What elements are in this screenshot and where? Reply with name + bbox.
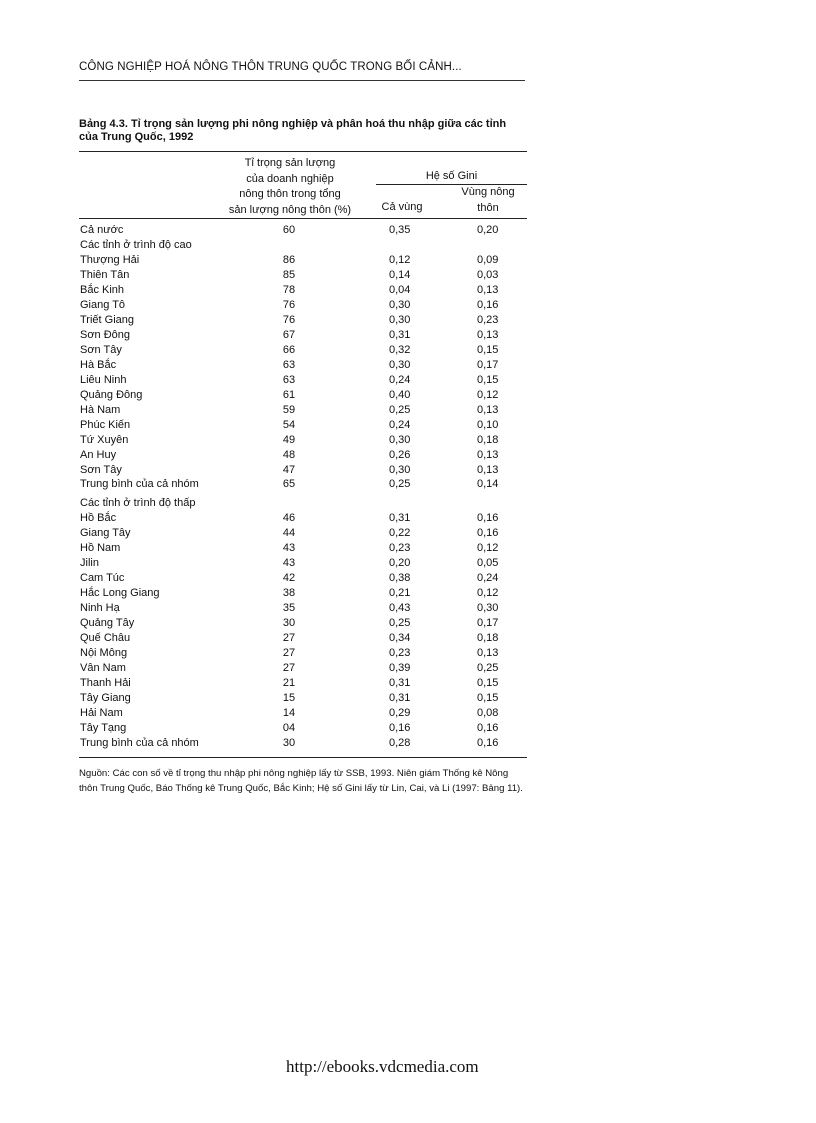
table-row	[79, 388, 527, 403]
table-row	[79, 601, 527, 616]
gini-rural-cell: 0,18	[477, 632, 499, 645]
table-row	[79, 343, 527, 358]
gini-overall-cell: 0,24	[389, 418, 411, 431]
gini-rural-cell: 0,13	[477, 283, 499, 296]
row-name: Cam Túc	[80, 572, 125, 585]
gini-overall-cell: 0,20	[389, 557, 411, 570]
gini-rural-cell: 0,05	[477, 557, 499, 570]
output-share-cell: 67	[282, 328, 296, 341]
row-name: Hà Nam	[80, 403, 121, 416]
output-share-cell: 30	[282, 736, 296, 749]
col3-header	[448, 185, 528, 216]
gini-overall-cell: 0,31	[389, 512, 411, 525]
gini-overall-cell: 0,30	[389, 433, 411, 446]
table-row	[79, 463, 527, 478]
output-share-cell: 63	[282, 373, 296, 386]
table-row	[79, 313, 527, 328]
table-row	[79, 631, 527, 646]
output-share-cell: 27	[282, 662, 296, 675]
gini-overall-cell: 0,23	[389, 647, 411, 660]
gini-overall-cell: 0,04	[389, 283, 411, 296]
gini-rural-cell: 0,18	[477, 433, 499, 446]
table-caption: Bảng 4.3. Tỉ trọng sản lượng phi nông nghiệp và phân hoá thu nhập giữa các tỉnh của Trung Quốc, 1992	[79, 118, 507, 143]
output-share-cell: 04	[282, 721, 296, 734]
gini-rural-cell: 0,08	[477, 707, 499, 719]
table-row	[79, 373, 527, 388]
table-row	[79, 676, 527, 691]
output-share-cell: 14	[282, 707, 296, 719]
col1-header-line: nông thôn trong tổng	[239, 188, 341, 200]
table-row	[79, 556, 527, 571]
row-name: Các tỉnh ở trình độ cao	[80, 238, 192, 251]
output-share-cell: 59	[282, 403, 296, 416]
row-name: Triết Giang	[80, 313, 135, 326]
gini-overall-cell: 0,34	[389, 632, 411, 645]
row-name: Thiên Tân	[80, 268, 130, 281]
gini-rural-cell: 0,15	[477, 343, 499, 356]
table-row	[79, 616, 527, 631]
table-row	[79, 418, 527, 433]
row-name: Các tỉnh ở trình độ thấp	[80, 497, 196, 510]
gini-rural-cell: 0,13	[477, 463, 499, 476]
output-share-cell: 49	[282, 433, 296, 446]
table-row	[79, 238, 527, 253]
gini-rural-cell: 0,12	[477, 542, 499, 555]
col3-header-line: thôn	[477, 201, 499, 214]
output-share-cell: 27	[282, 647, 296, 660]
output-share-cell: 60	[282, 224, 296, 236]
gini-rural-cell: 0,13	[477, 647, 499, 660]
table-row	[79, 586, 527, 601]
gini-overall-cell: 0,21	[389, 587, 411, 600]
row-name: Hải Nam	[80, 707, 123, 719]
row-name: Tây Giang	[80, 692, 131, 705]
gini-rural-cell: 0,16	[477, 298, 499, 311]
table-row	[79, 721, 527, 736]
table-row	[79, 511, 527, 526]
row-name: Jilin	[80, 557, 99, 570]
row-name: Ninh Hạ	[80, 602, 120, 615]
table-row	[79, 571, 527, 586]
output-share-cell: 21	[282, 677, 296, 690]
output-share-cell: 44	[282, 527, 296, 540]
row-name: Sơn Đông	[80, 328, 131, 341]
gini-rural-cell: 0,12	[477, 587, 499, 600]
gini-overall-cell: 0,29	[389, 707, 411, 719]
output-share-cell: 42	[282, 572, 296, 585]
running-header: CÔNG NGHIỆP HOÁ NÔNG THÔN TRUNG QUỐC TRONG BỐI CẢNH...	[79, 61, 462, 73]
gini-rural-cell: 0,10	[477, 418, 499, 431]
table-row	[79, 253, 527, 268]
output-share-cell: 43	[282, 557, 296, 570]
row-name: Hồ Bắc	[80, 512, 117, 525]
gini-overall-cell: 0,31	[389, 692, 411, 705]
output-share-cell: 61	[282, 388, 296, 401]
gini-overall-cell: 0,31	[389, 677, 411, 690]
gini-overall-cell: 0,26	[389, 448, 411, 461]
row-name: Liêu Ninh	[80, 373, 127, 386]
table-top-rule	[79, 151, 527, 152]
output-share-cell: 47	[282, 463, 296, 476]
gini-rural-cell: 0,24	[477, 572, 499, 585]
output-share-cell: 54	[282, 418, 296, 431]
table-row	[79, 691, 527, 706]
gini-overall-cell: 0,38	[389, 572, 411, 585]
output-share-cell: 76	[282, 298, 296, 311]
output-share-cell: 27	[282, 632, 296, 645]
row-name: Tây Tạng	[80, 721, 127, 734]
row-name: Trung bình của cả nhóm	[80, 478, 199, 491]
row-name: Tứ Xuyên	[80, 433, 129, 446]
row-name: Trung bình của cả nhóm	[80, 736, 199, 749]
gini-header: Hệ số Gini	[425, 170, 478, 182]
row-name: Bắc Kinh	[80, 283, 125, 296]
output-share-cell: 65	[282, 478, 296, 491]
row-name: Giang Tây	[80, 527, 131, 540]
gini-rural-cell: 0,17	[477, 358, 499, 371]
gini-overall-cell: 0,12	[389, 253, 411, 266]
table-row	[79, 477, 527, 492]
output-share-cell: 78	[282, 283, 296, 296]
gini-overall-cell: 0,25	[389, 478, 411, 491]
table-row	[79, 298, 527, 313]
table-row	[79, 283, 527, 298]
output-share-cell: 76	[282, 313, 296, 326]
table-row	[79, 268, 527, 283]
table-body	[79, 223, 527, 751]
gini-overall-cell: 0,30	[389, 298, 411, 311]
gini-overall-cell: 0,28	[389, 736, 411, 749]
gini-rural-cell: 0,13	[477, 448, 499, 461]
output-share-cell: 15	[282, 692, 296, 705]
gini-overall-cell: 0,35	[389, 224, 411, 236]
row-name: Thanh Hải	[80, 677, 131, 690]
row-name: Sơn Tây	[80, 343, 122, 356]
gini-rural-cell: 0,16	[477, 721, 499, 734]
row-name: Vân Nam	[80, 662, 126, 675]
gini-overall-cell: 0,39	[389, 662, 411, 675]
output-share-cell: 66	[282, 343, 296, 356]
gini-overall-cell: 0,43	[389, 602, 411, 615]
gini-rural-cell: 0,20	[477, 224, 499, 236]
gini-overall-cell: 0,30	[389, 358, 411, 371]
gini-overall-cell: 0,30	[389, 313, 411, 326]
table-row	[79, 706, 527, 721]
row-name: Giang Tô	[80, 298, 126, 311]
gini-overall-cell: 0,16	[389, 721, 411, 734]
table-header-rule	[79, 218, 527, 219]
col1-header-line: của doanh nghiệp	[246, 172, 334, 185]
table-row	[79, 661, 527, 676]
col1-header-line: sản lượng nông thôn (%)	[228, 203, 352, 216]
table-row	[79, 403, 527, 418]
table-row	[79, 223, 527, 238]
col1-header	[210, 156, 370, 218]
gini-rural-cell: 0,17	[477, 617, 499, 630]
table-row	[79, 448, 527, 463]
output-share-cell: 86	[282, 253, 296, 266]
output-share-cell: 48	[282, 448, 296, 461]
row-name: Quảng Đông	[80, 388, 143, 401]
row-name: Phúc Kiến	[80, 418, 131, 431]
col3-header-line: Vùng nông	[461, 186, 515, 198]
row-name: Quảng Tây	[80, 617, 135, 630]
gini-rural-cell: 0,03	[477, 268, 499, 281]
output-share-cell: 46	[282, 512, 296, 525]
gini-rural-cell: 0,16	[477, 512, 499, 525]
col2-header: Cả vùng	[381, 201, 423, 213]
gini-rural-cell: 0,30	[477, 602, 499, 615]
output-share-cell: 38	[282, 587, 296, 600]
output-share-cell: 63	[282, 358, 296, 371]
gini-rural-cell: 0,12	[477, 388, 499, 401]
gini-rural-cell: 0,15	[477, 373, 499, 386]
gini-rural-cell: 0,16	[477, 527, 499, 540]
gini-rural-cell: 0,15	[477, 677, 499, 690]
gini-overall-cell: 0,31	[389, 328, 411, 341]
gini-rural-cell: 0,23	[477, 313, 499, 326]
footer-url: http://ebooks.vdcmedia.com	[286, 1057, 479, 1076]
gini-rural-cell: 0,16	[477, 736, 499, 749]
row-name: Hắc Long Giang	[80, 587, 160, 600]
gini-overall-cell: 0,40	[389, 388, 411, 401]
row-name: Nội Mông	[80, 647, 128, 660]
source-note: Nguồn: Các con số về tỉ trọng thu nhập phi nông nghiệp lấy từ SSB, 1993. Niên giám Thống kê Nông thôn Trung Quốc, Báo Thống kê Trung Quốc, Bắc Kinh; Hệ số Gini lấy từ Lin, Cai, và Li (1997: Bảng 11).	[79, 768, 523, 794]
output-share-cell: 35	[282, 602, 296, 615]
gini-rural-cell: 0,13	[477, 328, 499, 341]
gini-overall-cell: 0,25	[389, 403, 411, 416]
row-name: Hồ Nam	[80, 542, 121, 555]
col1-header-line: Tỉ trọng sản lượng	[244, 157, 336, 169]
row-name: Thượng Hải	[80, 253, 140, 266]
gini-rural-cell: 0,09	[477, 253, 499, 266]
row-name: An Huy	[80, 448, 117, 461]
row-name: Quế Châu	[80, 632, 131, 645]
gini-rural-cell: 0,14	[477, 478, 499, 491]
table-row	[79, 358, 527, 373]
gini-rural-cell: 0,25	[477, 662, 499, 675]
table-row	[79, 736, 527, 751]
gini-overall-cell: 0,14	[389, 268, 411, 281]
table-row	[79, 526, 527, 541]
table-row	[79, 541, 527, 556]
table-row	[79, 328, 527, 343]
gini-overall-cell: 0,30	[389, 463, 411, 476]
output-share-cell: 43	[282, 542, 296, 555]
gini-overall-cell: 0,25	[389, 617, 411, 630]
row-name: Hà Bắc	[80, 358, 117, 371]
output-share-cell: 85	[282, 268, 296, 281]
gini-overall-cell: 0,22	[389, 527, 411, 540]
table-row	[79, 496, 527, 511]
gini-rural-cell: 0,13	[477, 403, 499, 416]
row-name: Cả nước	[80, 224, 124, 236]
table-bottom-rule	[79, 757, 527, 758]
gini-rural-cell: 0,15	[477, 692, 499, 705]
table-row	[79, 646, 527, 661]
gini-overall-cell: 0,23	[389, 542, 411, 555]
gini-overall-cell: 0,24	[389, 373, 411, 386]
table-row	[79, 433, 527, 448]
row-name: Sơn Tây	[80, 463, 122, 476]
gini-overall-cell: 0,32	[389, 343, 411, 356]
output-share-cell: 30	[282, 617, 296, 630]
header-rule	[79, 80, 525, 81]
